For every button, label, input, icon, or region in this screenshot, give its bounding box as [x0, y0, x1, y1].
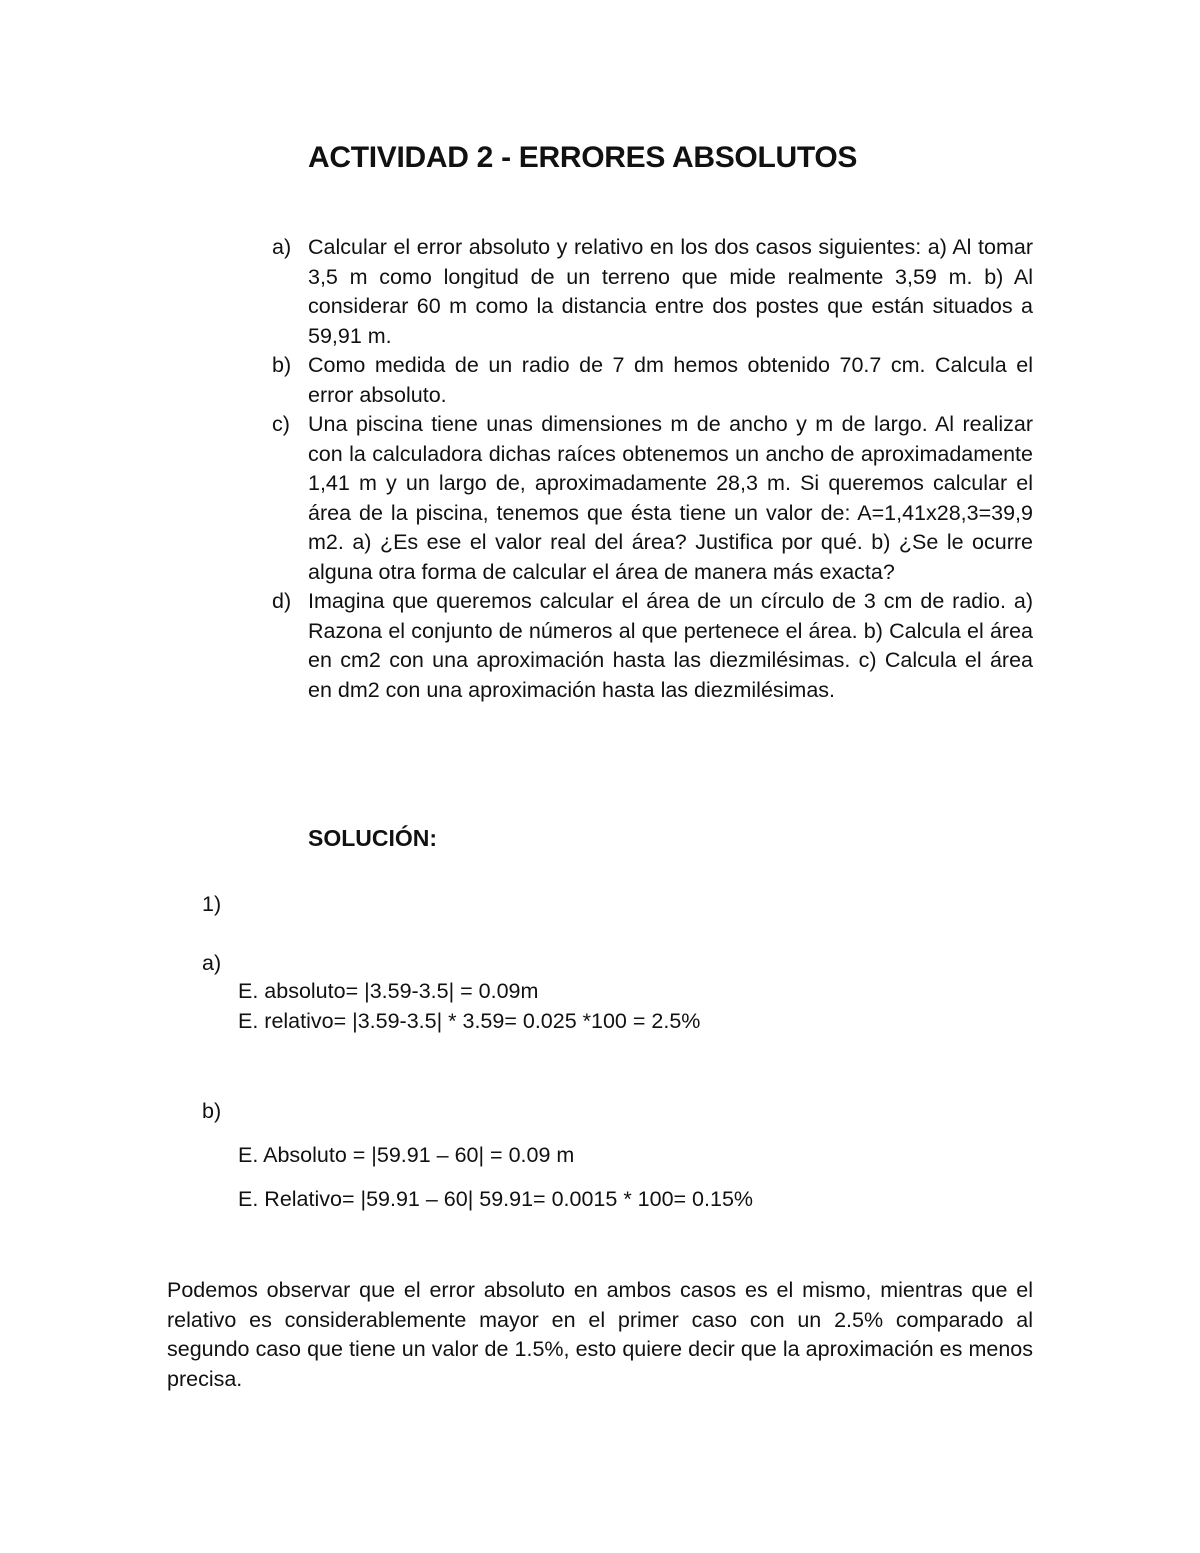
question-text: Como medida de un radio de 7 dm hemos obtenido 70.7 cm. Calcula el error absoluto. [308, 353, 1033, 407]
question-marker: a) [272, 235, 292, 259]
question-item [262, 233, 1033, 351]
solution-heading: SOLUCIÓN: [308, 825, 438, 851]
question-item [262, 587, 1033, 705]
part-b-label: b) [202, 1099, 222, 1123]
page-title: ACTIVIDAD 2 - ERRORES ABSOLUTOS [308, 141, 858, 174]
conclusion-paragraph: Podemos observar que el error absoluto en ambos casos es el mismo, mientras que el relativo es considerablemente mayor en el primer caso con un 2.5% comparado al segundo caso que tiene un valor de 1.5%, esto quiere decir que la aproximación es menos precisa. [167, 1278, 1033, 1391]
part-a-label: a) [202, 951, 222, 975]
question-marker: c) [272, 412, 290, 436]
part-a-relative-error: E. relativo= |3.59-3.5| * 3.59= 0.025 *100 = 2.5% [238, 1009, 701, 1033]
solution-number-label: 1) [202, 892, 222, 916]
question-text: Una piscina tiene unas dimensiones m de ancho y m de largo. Al realizar con la calculadora dichas raíces obtenemos un ancho de aproximadamente 1,41 m y un largo de, aproximadamente 28,3 m. Si queremos calcular el área de la piscina, tenemos que ésta tiene un valor de: A=1,41x28,3=39,9 m2. a) ¿Es ese el valor real del área? Justifica por qué. b) ¿Se le ocurre alguna otra forma de calcular el área de manera más exacta? [308, 412, 1033, 584]
part-b-absolute-error: E. Absoluto = |59.91 – 60| = 0.09 m [238, 1143, 575, 1167]
part-b-relative-error: E. Relativo= |59.91 – 60| 59.91= 0.0015 * 100= 0.15% [238, 1187, 754, 1211]
question-text: Calcular el error absoluto y relativo en los dos casos siguientes: a) Al tomar 3,5 m como longitud de un terreno que mide realmente 3,59 m. b) Al considerar 60 m como la distancia entre dos postes que están situados a 59,91 m. [308, 235, 1033, 348]
question-text: Imagina que queremos calcular el área de un círculo de 3 cm de radio. a) Razona el conjunto de números al que pertenece el área. b) Calcula el área en cm2 con una aproximación hasta las diezmilésimas. c) Calcula el área en dm2 con una aproximación hasta las diezmilésimas. [308, 589, 1033, 702]
part-a-absolute-error: E. absoluto= |3.59-3.5| = 0.09m [238, 979, 539, 1003]
question-marker: d) [272, 589, 292, 613]
question-item [262, 351, 1033, 410]
question-list [262, 233, 1033, 705]
question-item [262, 410, 1033, 587]
question-marker: b) [272, 353, 292, 377]
